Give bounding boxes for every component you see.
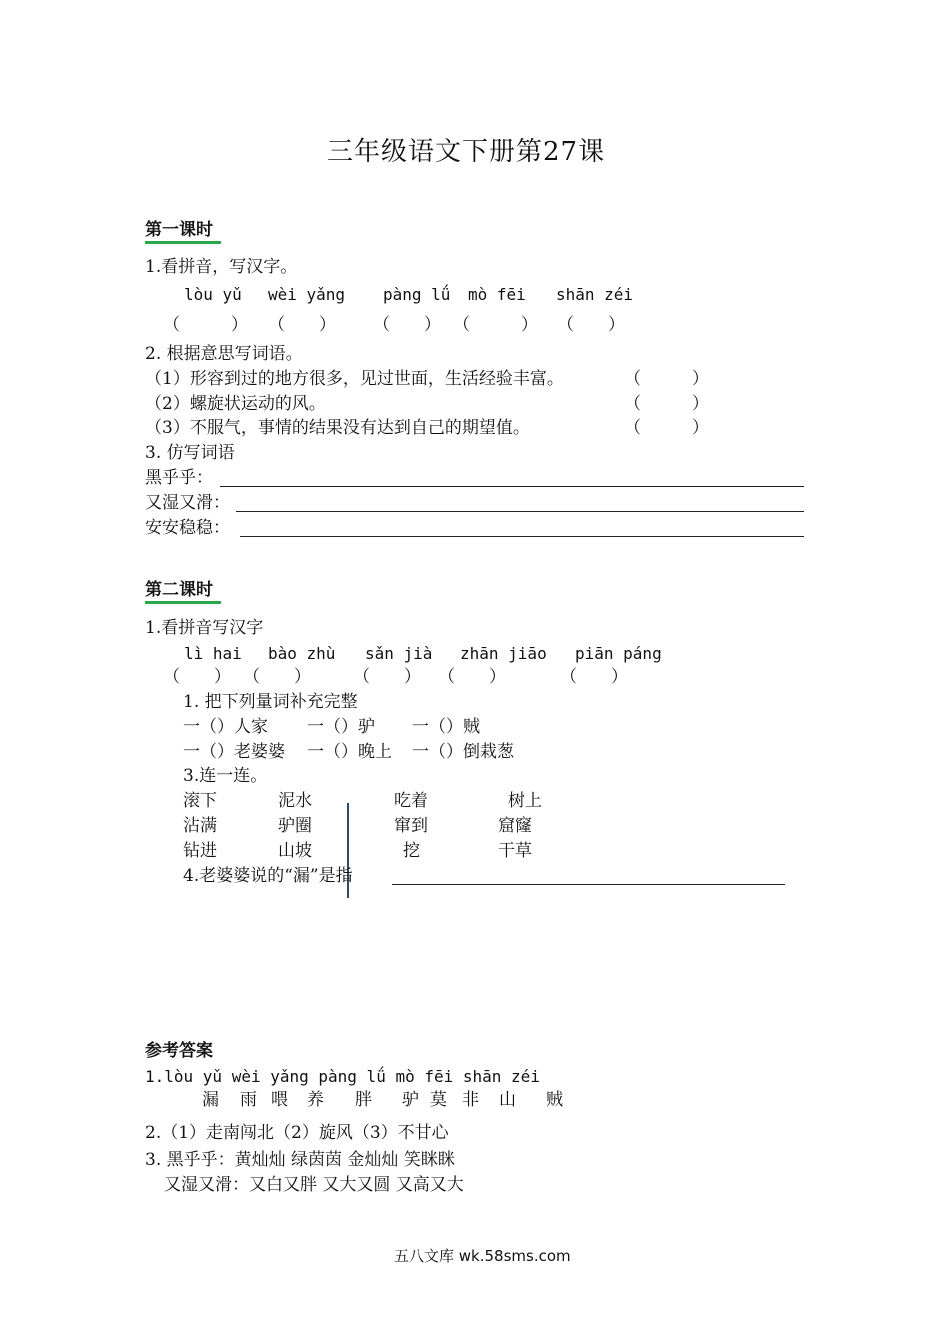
question-title: 1.看拼音写汉字 [145,618,264,638]
section-underline [145,601,221,604]
pinyin: mò fēi [468,285,526,304]
answer-char: 养 [307,1090,324,1110]
question-item: （2）螺旋状运动的风。 [145,394,326,414]
answer-char: 胖 [355,1090,372,1110]
answer-bracket: （ ） [373,315,441,335]
answer-bracket: （ ） [624,369,709,389]
match-word: 沾满 [183,816,217,836]
imitation-prompt: 安安稳稳： [145,518,230,538]
answer-bracket: （ ） [438,667,506,687]
measure-word-item: 一（）驴 [307,717,375,737]
answer-line [220,486,804,487]
answer-char: 非 [462,1090,479,1110]
match-word: 滚下 [183,791,217,811]
pinyin: pàng lǘ [383,285,451,304]
match-word: 干草 [498,841,532,861]
answers-heading: 参考答案 [145,1041,213,1061]
pinyin: piān páng [575,644,662,663]
pinyin: wèi yǎng [268,285,346,304]
answer-char: 山 [499,1090,516,1110]
question-title: 3.连一连。 [183,766,268,786]
answer-char: 贼 [546,1090,563,1110]
answer-bracket: （ ） [624,394,709,414]
answer-char: 驴 [402,1090,419,1110]
answer-bracket: （ ） [353,667,421,687]
measure-word-item: 一（）贼 [412,717,480,737]
footer-watermark: 五八文库 wk.58sms.com [394,1247,571,1265]
answer-char: 漏 [202,1090,219,1110]
question-title: 1. 把下列量词补充完整 [183,692,358,712]
pinyin: lòu yǔ [184,285,242,304]
pinyin: zhān jiāo [460,644,547,663]
answer-pinyin: 1.lòu yǔ wèi yǎng pàng lǘ mò fēi shān zéi [145,1067,540,1086]
imitation-prompt: 黑乎乎： [145,468,213,488]
question-title: 2. 根据意思写词语。 [145,344,303,364]
answer-line [240,536,804,537]
match-word: 钻进 [183,841,217,861]
answer-bracket: （ ） [163,315,248,335]
match-word: 驴圈 [278,816,312,836]
match-word: 挖 [403,841,420,861]
answer-bracket: （ ） [624,418,709,438]
answer-bracket: （ ） [560,667,628,687]
answer-line [236,511,804,512]
match-word: 树上 [508,791,542,811]
answer-bracket: （ ） [557,315,625,335]
match-word: 山坡 [278,841,312,861]
pinyin: lì hai [184,644,242,663]
measure-word-item: 一（）老婆婆 [183,742,285,762]
match-word: 泥水 [278,791,312,811]
answer-line-3: 3. 黑乎乎：黄灿灿 绿茵茵 金灿灿 笑眯眯 [145,1150,455,1170]
answer-bracket: （ ） [268,315,336,335]
match-word: 窟窿 [498,816,532,836]
answer-bracket: （ ） [243,667,311,687]
question-item: （3）不服气，事情的结果没有达到自己的期望值。 [145,418,530,438]
answer-char: 雨 [240,1090,257,1110]
answer-line-2: 2.（1）走南闯北（2）旋风（3）不甘心 [145,1123,449,1143]
measure-word-item: 一（）人家 [183,717,268,737]
measure-word-item: 一（）倒栽葱 [412,742,514,762]
section-underline [145,241,221,244]
question-text: 4.老婆婆说的“漏”是指 [183,866,353,886]
answer-line-3b: 又湿又滑：又白又胖 又大又圆 又高又大 [164,1175,464,1195]
page-title: 三年级语文下册第27课 [327,137,606,167]
section-heading-lesson1: 第一课时 [145,220,213,240]
question-item: （1）形容到过的地方很多，见过世面，生活经验丰富。 [145,369,564,389]
match-word: 窜到 [394,816,428,836]
pinyin: sǎn jià [365,644,433,663]
section-heading-lesson2: 第二课时 [145,580,213,600]
answer-char: 莫 [430,1090,447,1110]
pinyin: bào zhù [268,644,336,663]
question-title: 1.看拼音，写汉字。 [145,257,298,277]
match-word: 吃着 [394,791,428,811]
pinyin: shān zéi [556,285,634,304]
answer-bracket: （ ） [163,667,231,687]
measure-word-item: 一（）晚上 [307,742,392,762]
answer-bracket: （ ） [453,315,538,335]
imitation-prompt: 又湿又滑： [145,493,230,513]
question-title: 3. 仿写词语 [145,443,235,463]
answer-char: 喂 [271,1090,288,1110]
answer-line [392,884,785,885]
